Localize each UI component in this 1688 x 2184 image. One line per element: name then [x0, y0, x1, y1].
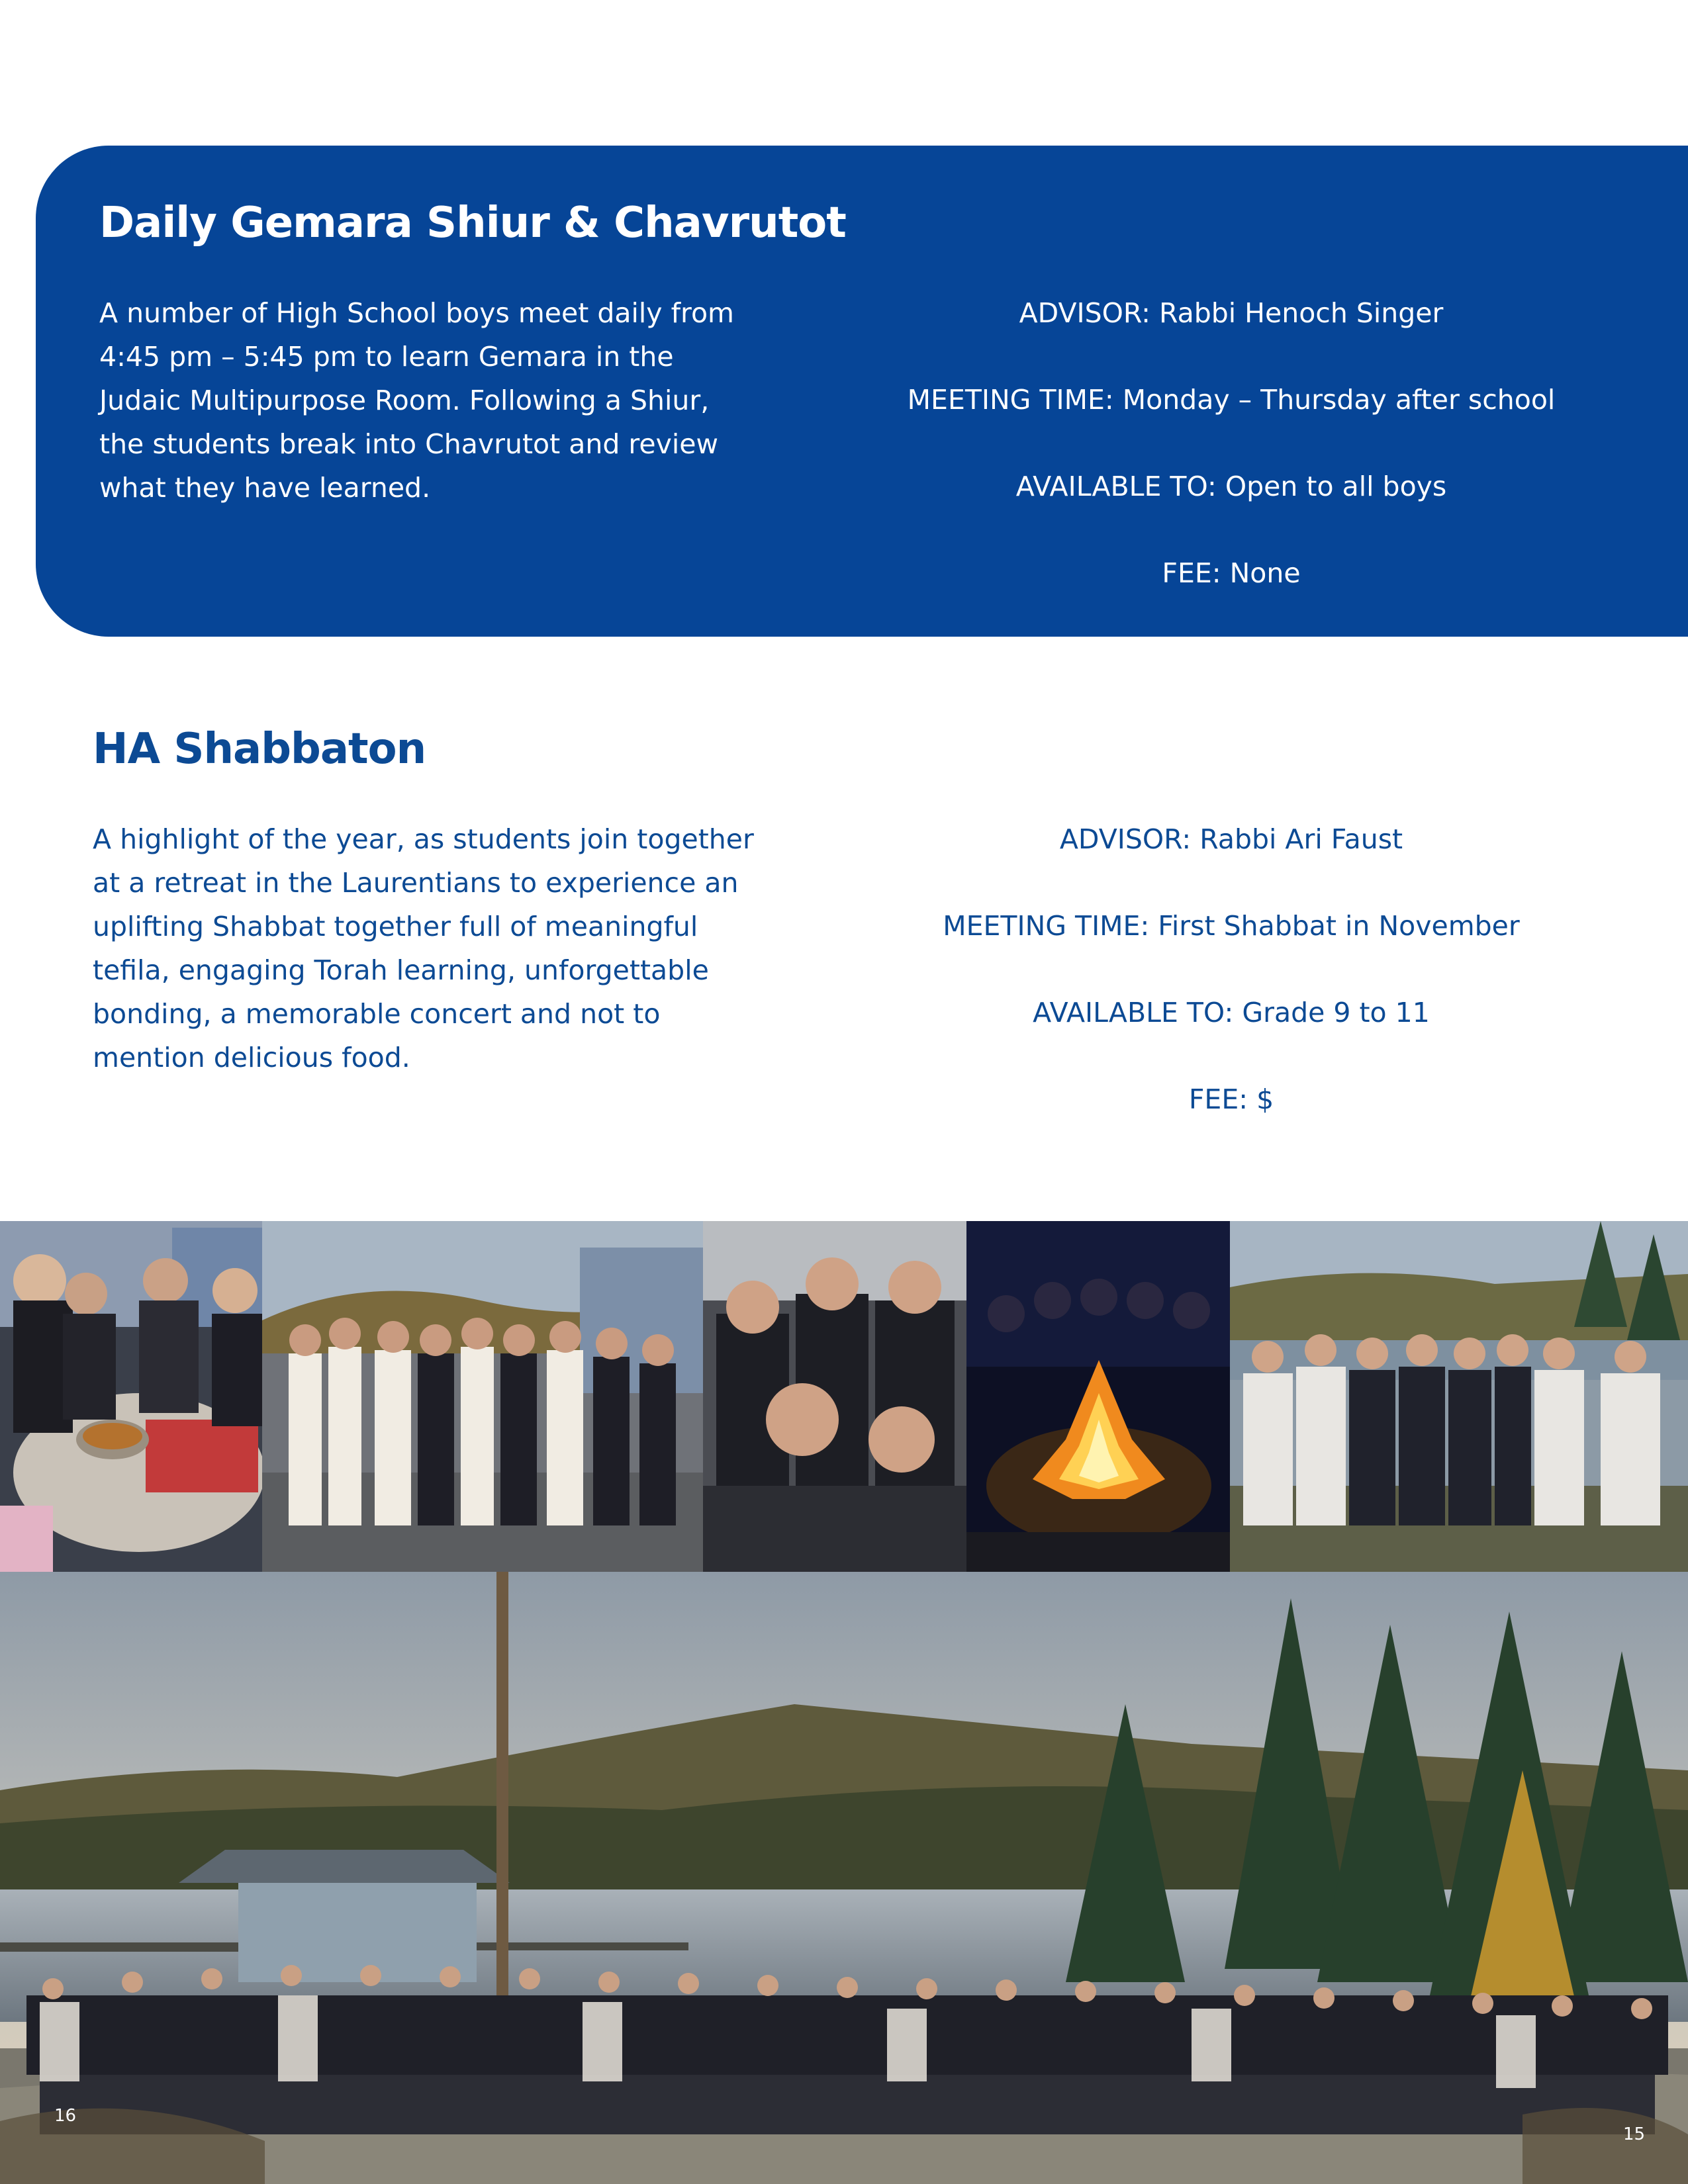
gemara-fee: FEE: None — [1162, 557, 1301, 589]
gemara-meeting-time: MEETING TIME: Monday – Thursday after school — [907, 384, 1556, 416]
page-number-right: 15 — [1623, 2124, 1646, 2144]
shabbaton-meeting-time: MEETING TIME: First Shabbat in November — [943, 910, 1520, 942]
photo-panorama-group — [0, 1572, 1688, 2184]
gemara-info — [834, 291, 1628, 638]
photo-campfire — [966, 1221, 1230, 1572]
shabbaton-description: A highlight of the year, as students join together at a retreat in the Laurentians to experience an uplifting Shabbat together full of meaningful tefila, engaging Torah learning, unforgettable bonding, a memorable concert and not to mention delicious food. — [93, 823, 754, 1073]
gemara-available-to: AVAILABLE TO: Open to all boys — [1015, 471, 1447, 502]
shabbaton-advisor: ADVISOR: Rabbi Ari Faust — [1059, 823, 1403, 855]
shabbaton-fee: FEE: $ — [1188, 1083, 1274, 1115]
gemara-title: Daily Gemara Shiur & Chavrutot — [99, 199, 846, 248]
page-number-left: 16 — [54, 2106, 77, 2126]
photo-boys-dancing — [703, 1221, 966, 1572]
photo-boys-lake — [1230, 1221, 1688, 1572]
photo-girls-group — [262, 1221, 703, 1572]
photo-boys-cooking — [0, 1221, 262, 1572]
shabbaton-info — [834, 817, 1628, 1164]
gemara-description: A number of High School boys meet daily from 4:45 pm – 5:45 pm to learn Gemara in the Judaic Multipurpose Room. Following a Shiur, the students break into Chavrutot and review what they have learned. — [99, 297, 734, 504]
gemara-advisor: ADVISOR: Rabbi Henoch Singer — [1019, 297, 1444, 329]
shabbaton-title: HA Shabbaton — [93, 725, 426, 774]
shabbaton-available-to: AVAILABLE TO: Grade 9 to 11 — [1033, 997, 1430, 1028]
